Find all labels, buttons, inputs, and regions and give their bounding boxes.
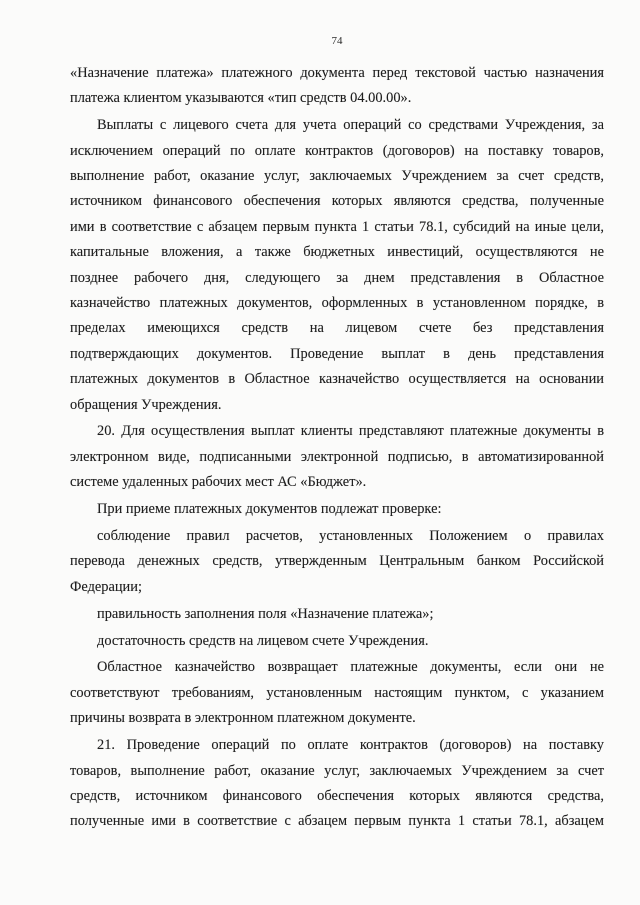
text-line: 20. Для осуществления выплат клиенты представляют платежные документы в	[97, 423, 604, 440]
text-line: подтверждающих документов. Проведение выплат в день представления	[70, 345, 604, 362]
text-line: казначейство платежных документов, оформленных в установленном порядке, в	[70, 295, 604, 312]
text-line: достаточность средств на лицевом счете Учреждения.	[97, 632, 429, 649]
text-line: Областное казначейство возвращает платежные документы, если они не	[97, 659, 604, 676]
text-line: При приеме платежных документов подлежат проверке:	[97, 501, 442, 518]
text-line: полученные ими в соответствие с абзацем первым пункта 1 статьи 78.1, абзацем	[70, 813, 604, 830]
text-line: системе удаленных рабочих мест АС «Бюджет».	[70, 474, 367, 491]
page-number: 74	[331, 35, 343, 47]
text-line: платежных документов в Областное казначейство осуществляется на основании	[70, 371, 604, 388]
text-line: исключением операций по оплате контрактов (договоров) на поставку товаров,	[70, 142, 604, 159]
text-line: соответствуют требованиям, установленным настоящим пунктом, с указанием	[70, 684, 604, 701]
text-line: ими в соответствие с абзацем первым пункта 1 статьи 78.1, субсидий на иные цели,	[70, 218, 604, 235]
paragraph	[70, 61, 604, 112]
text-line: товаров, выполнение работ, оказание услуг, заключаемых Учреждением за счет	[70, 762, 604, 779]
text-line: выполнение работ, оказание услуг, заключаемых Учреждением за счет средств,	[70, 168, 604, 185]
paragraph	[70, 419, 604, 495]
text-line: пределах имеющихся средств на лицевом счете без представления	[70, 320, 604, 337]
text-line: электронном виде, подписанными электронной подписью, в автоматизированной	[70, 448, 604, 465]
text-line: позднее рабочего дня, следующего за днем представления в Областное	[70, 269, 604, 286]
paragraph	[70, 497, 604, 522]
text-line: Федерации;	[70, 578, 142, 595]
paragraph	[70, 733, 604, 835]
text-line: причины возврата в электронном платежном документе.	[70, 710, 416, 727]
text-line: «Назначение платежа» платежного документа перед текстовой частью назначения	[70, 65, 604, 81]
paragraph	[70, 524, 604, 600]
text-line: обращения Учреждения.	[70, 396, 222, 413]
text-line: соблюдение правил расчетов, установленных Положением о правилах	[97, 528, 604, 545]
document-body	[70, 61, 604, 835]
text-line: платежа клиентом указываются «тип средств 04.00.00».	[70, 90, 412, 107]
text-line: правильность заполнения поля «Назначение платежа»;	[97, 605, 434, 622]
paragraph	[70, 629, 604, 654]
paragraph	[70, 113, 604, 418]
paragraph	[70, 602, 604, 627]
text-line: 21. Проведение операций по оплате контрактов (договоров) на поставку	[97, 737, 604, 754]
text-line: перевода денежных средств, утвержденным Центральным банком Российской	[70, 553, 604, 570]
text-line: средств, источником финансового обеспечения которых являются средства,	[70, 787, 604, 804]
text-line: капитальные вложения, а также бюджетных инвестиций, осуществляются не	[70, 244, 604, 261]
text-line: Выплаты с лицевого счета для учета операций со средствами Учреждения, за	[97, 117, 604, 134]
paragraph	[70, 655, 604, 731]
text-line: источником финансового обеспечения которых являются средства, полученные	[70, 193, 604, 210]
